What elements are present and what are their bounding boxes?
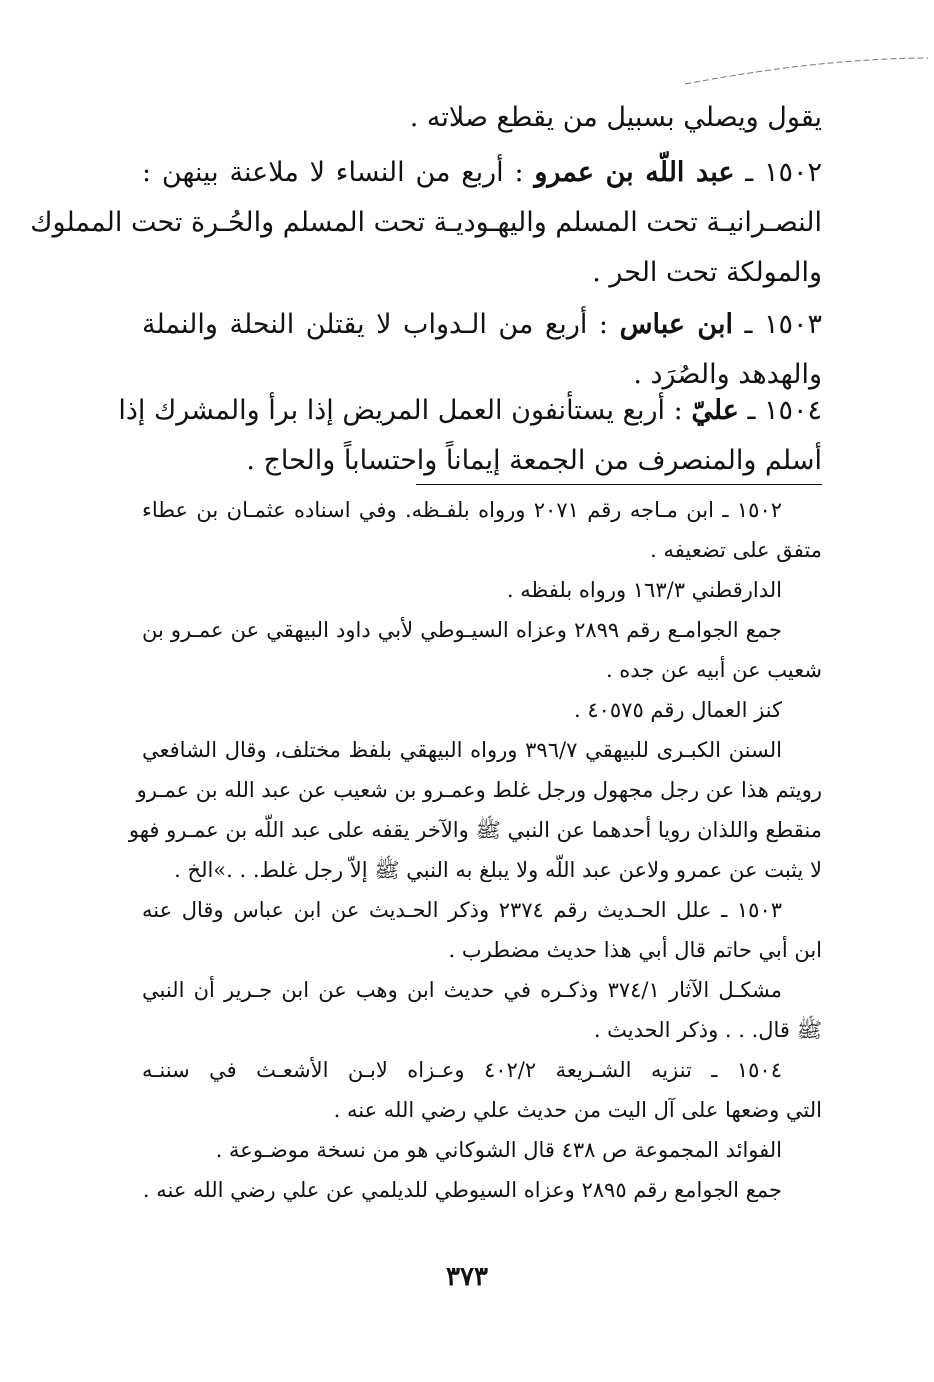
footnote-line: ١٥٠٣ ـ علل الحـديث رقم ٢٣٧٤ وذكر الحـديث عن ابن عباس وقال عنه bbox=[142, 898, 783, 922]
footnote-line: كنز العمال رقم ٤٠٥٧٥ . bbox=[573, 698, 782, 722]
entry-number: ١٥٠٣ ـ bbox=[744, 309, 823, 340]
entry-number: ١٥٠٢ ـ bbox=[745, 157, 822, 188]
footnote-line: الدارقطني ١٦٣/٣ ورواه بلفظه . bbox=[506, 578, 782, 602]
footnote-line: جمع الجوامع رقم ٢٨٩٥ وعزاه السيوطي للديلمي عن علي رضي الله عنه . bbox=[142, 1178, 782, 1202]
entry-text: : أربع من الـدواب لا يقتلن النحلة والنملة bbox=[142, 309, 609, 340]
entry-text: : أربع يستأنفون العمل المريض إذا برأ والمشرك إذا bbox=[118, 395, 683, 426]
footnote-line: ﷺ قال. . . وذكر الحديث . bbox=[593, 1018, 822, 1042]
entry-1502-line-3: والمولكة تحت الحر . bbox=[592, 257, 822, 288]
footnote-divider bbox=[416, 484, 822, 485]
footnote-line: متفق على تضعيفه . bbox=[650, 538, 822, 562]
entry-1504-line-2: أسلم والمنصرف من الجمعة إيماناً واحتساباً والحاج . bbox=[246, 445, 822, 476]
entry-narrator: عليّ bbox=[691, 395, 739, 426]
footnote-line: رويتم هذا عن رجل مجهول ورجل غلط وعمـرو بن شعيب عن عبد الله بن عمـرو bbox=[136, 778, 822, 802]
entry-narrator: عبد اللّه بن عمرو bbox=[534, 157, 735, 188]
entry-1503-line-2: والهدهد والصُرَد . bbox=[633, 359, 822, 390]
footnote-line: الفوائد المجموعة ص ٤٣٨ قال الشوكاني هو من نسخة موضـوعة . bbox=[215, 1138, 782, 1162]
footnote-line: شعيب عن أبيه عن جده . bbox=[605, 658, 822, 682]
footnote-line: منقطع واللذان رويا أحدهما عن النبي ﷺ والآخر يقفه على عبد اللّه بن عمـرو فهو bbox=[128, 818, 822, 842]
entry-1502 bbox=[30, 148, 822, 298]
footnote-line: التي وضعها على آل اليت من حديث علي رضي الله عنه . bbox=[333, 1098, 822, 1122]
footnote-line: لا يثبت عن عمرو ولاعن عبد اللّه ولا يبلغ به النبي ﷺ إلاّ رجل غلط. . .»الخ . bbox=[174, 858, 822, 882]
footnote-line: ١٥٠٢ ـ ابن مـاجه رقم ٢٠٧١ ورواه بلفـظه. وفي اسناده عثمـان بن عطاء bbox=[142, 498, 783, 522]
footnotes bbox=[128, 490, 822, 1210]
entry-text: : أربع من النساء لا ملاعنة بينهن : bbox=[142, 157, 524, 188]
entry-narrator: ابن عباس bbox=[619, 309, 733, 340]
entry-1502-line-1 bbox=[142, 148, 822, 198]
footnote-line: ابن أبي حاتم قال أبي هذا حديث مضطرب . bbox=[448, 938, 822, 962]
entry-1502-line-2: النصـرانيـة تحت المسلم واليهـوديـة تحت المسلم والحُـرة تحت المملوك bbox=[30, 207, 822, 238]
entry-1503 bbox=[142, 300, 822, 400]
entry-1504 bbox=[118, 386, 822, 486]
footnote-line: ١٥٠٤ ـ تنزيه الشـريعة ٤٠٢/٢ وعـزاه لابـن الأشعـث في سننـه bbox=[142, 1058, 782, 1082]
footnote-line: السنن الكبـرى للبيهقي ٣٩٦/٧ ورواه البيهقي بلفظ مختلف، وقال الشافعي bbox=[142, 738, 782, 762]
footnote-line: جمع الجوامـع رقم ٢٨٩٩ وعزاه السيـوطي لأبي داود البيهقي عن عمـرو بن bbox=[142, 618, 782, 642]
continuation-line: يقول ويصلي بسبيل من يقطع صلاته . bbox=[409, 102, 822, 133]
scan-artifact-line bbox=[680, 52, 930, 92]
page-number: ٣٧٣ bbox=[446, 1262, 488, 1292]
entry-number: ١٥٠٤ ـ bbox=[747, 395, 822, 426]
footnote-line: مشكـل الآثار ٣٧٤/١ وذكـره في حديث ابن وهب عن ابن جـرير أن النبي bbox=[142, 978, 782, 1002]
continuation-text bbox=[102, 93, 822, 143]
entry-1504-line-1 bbox=[118, 386, 822, 436]
entry-1503-line-1 bbox=[142, 300, 822, 350]
